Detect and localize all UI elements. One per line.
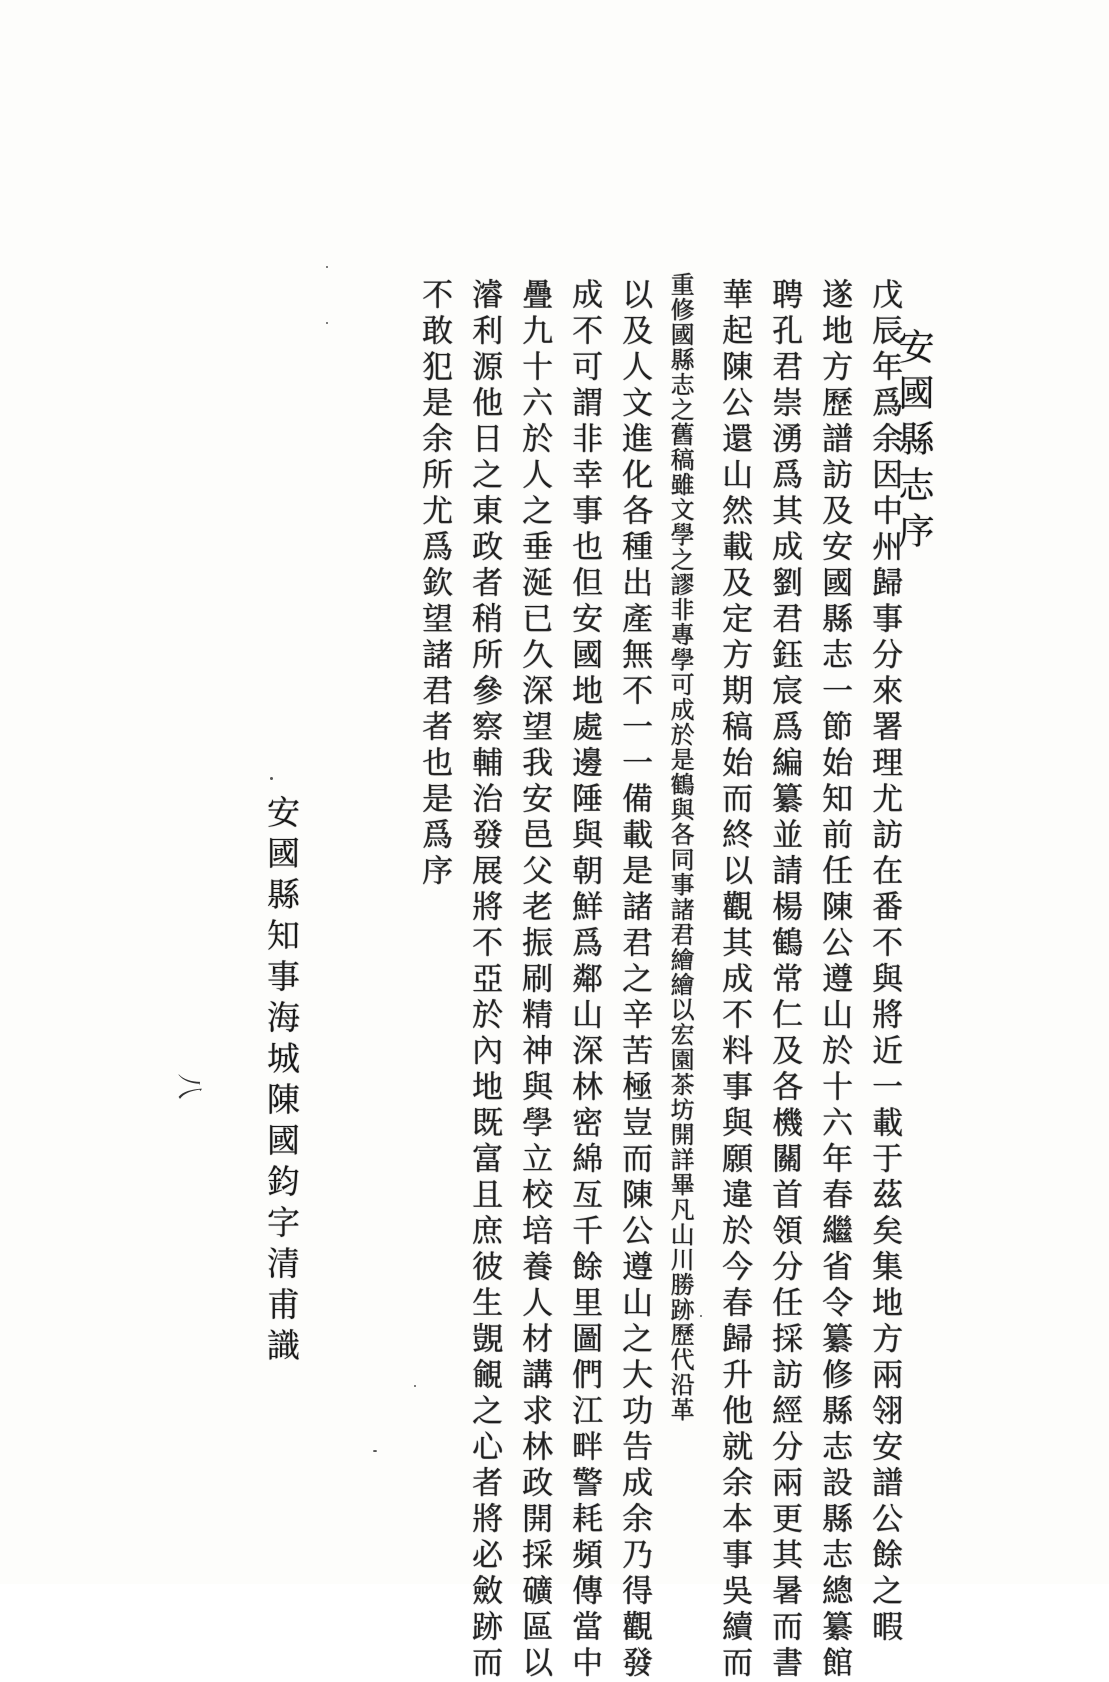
scan-speck — [700, 1315, 702, 1317]
document-title: 安國縣志序 — [893, 328, 934, 558]
body-column-2: 遂地方歷譜訪及安國縣志一節始知前任陳公遵山於十六年春繼省令纂修縣志設縣志總纂館 — [816, 278, 852, 1682]
scan-speck — [414, 1385, 416, 1387]
scan-speck — [270, 777, 273, 780]
body-column-3: 聘孔君崇湧爲其成劉君鈺宸爲編纂並請楊鶴常仁及各機關首領分任採訪經分兩更其暑而書 — [766, 278, 802, 1682]
body-column-8: 疊九十六於人之垂涎已久深望我安邑父老振刷精神與學立校培養人材講求林政開採礦區以 — [516, 278, 552, 1682]
scan-speck — [326, 322, 328, 324]
body-column-9: 濬利源他日之東政者稍所參察輔治發展將不亞於內地既富且庶彼生覬覦之心者將必斂跡而 — [466, 278, 502, 1682]
author-signature: 安國縣知事海城陳國鈞字清甫識 — [262, 795, 301, 1369]
page-number: 八 — [173, 1073, 204, 1100]
scan-speck — [373, 1450, 377, 1452]
scan-speck — [326, 266, 328, 268]
body-column-7: 成不可謂非幸事也但安國地處邊陲與朝鮮爲鄰山深林密綿亙千餘里圖們江畔警耗頻傳當中 — [566, 278, 602, 1682]
body-column-4: 華起陳公還山然載及定方期稿始而終以觀其成不料事與願違於今春歸升他就余本事吳續而 — [716, 278, 752, 1682]
body-column-5: 重修國縣志之舊稿雖文學之謬非專學可成於是鶴與各同事諸君繪繪以宏園茶坊開詳畢凡山川勝跡歷代沿革 — [666, 272, 694, 1422]
body-column-6: 以及人文進化各種出產無不一一備載是諸君之辛苦極豈而陳公遵山之大功告成余乃得觀發 — [616, 278, 652, 1682]
body-column-1: 戊辰年爲余因中州歸事分來署理尤訪在番不與將近一載于茲矣集地方兩翎安譜公餘之暇 — [866, 278, 902, 1646]
body-column-10: 不敢犯是余所尤爲欽望諸君者也是爲序 — [416, 278, 452, 890]
